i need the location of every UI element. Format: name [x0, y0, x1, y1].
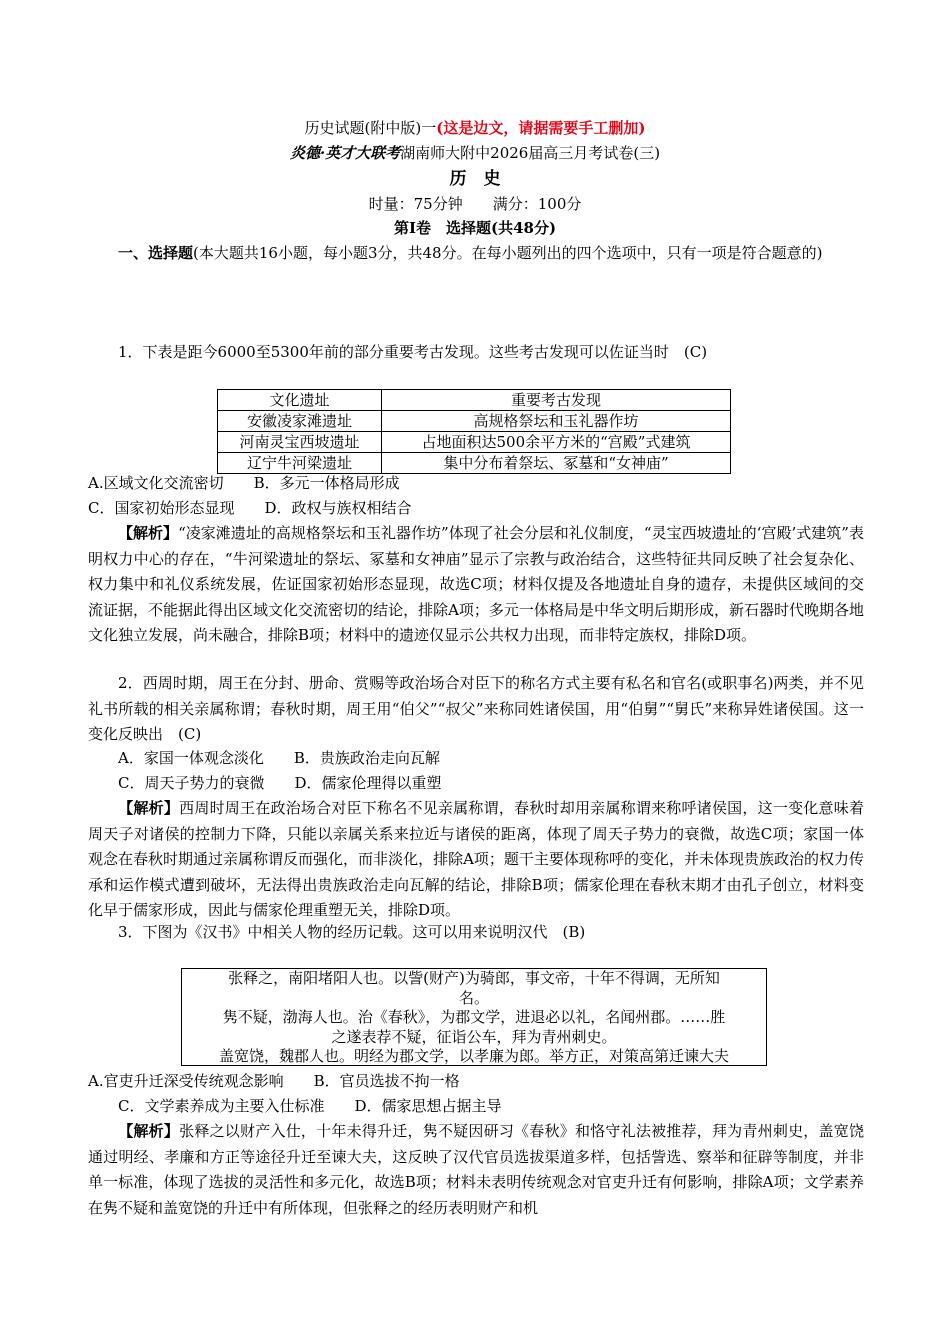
q1-table	[217, 389, 731, 474]
table-cell: 安徽凌家滩遗址	[218, 411, 382, 432]
table-cell: 辽宁牛河梁遗址	[218, 453, 382, 474]
analysis-label: 【解析】	[118, 1122, 180, 1140]
header-title: 历史试题(附中版)一	[304, 119, 437, 137]
brand-name: 炎德·英才大联考	[289, 144, 401, 162]
table-cell: 集中分布着祭坛、冢墓和“女神庙”	[382, 453, 731, 474]
source-line: 之遂表荐不疑，征诣公车，拜为青州刺史。	[331, 1027, 617, 1046]
exam-name: 湖南师大附中2026届高三月考试卷(三)	[400, 144, 661, 162]
source-line: 隽不疑，渤海人也。治《春秋》，为郡文学，进退必以礼，名闻州郡。……胜	[222, 1008, 726, 1026]
section-desc: (本大题共16小题，每小题3分，共48分。在每小题列出的四个选项中，只有一项是符合题意的)	[193, 244, 823, 262]
section-title: 一、选择题	[118, 244, 194, 262]
header-line-1	[0, 118, 950, 138]
table-cell: 占地面积达500余平方米的“宫殿”式建筑	[382, 432, 731, 453]
q2-options-2: C．周天子势力的衰微 D．儒家伦理得以重塑	[118, 774, 442, 792]
subject-title: 历 史	[449, 169, 501, 189]
table-header-cell: 重要考古发现	[382, 390, 731, 411]
margin-note: (这是边文，请据需要手工删加)	[436, 119, 646, 137]
q3-options-2: C．文学素养成为主要入仕标准 D．儒家思想占据主导	[118, 1097, 502, 1115]
source-line: 盖宽饶，魏郡人也。明经为郡文学，以孝廉为郎。举方正，对策高第迁谏大夫	[218, 1047, 729, 1065]
q3-analysis	[88, 1119, 864, 1221]
q3-source-box	[181, 968, 767, 1066]
analysis-text: 张释之以财产入仕，十年未得升迁，隽不疑因研习《春秋》和恪守礼法被推荐，拜为青州刺史，盖宽饶通过明经、孝廉和方正等途径升迁至谏大夫，这反映了汉代官员选拔渠道多样，包括訾选、察举和征辟等制度，并非单一标准，体现了选拔的灵活性和多元化，故选B项；材料未表明传统观念对官吏升迁有何影响，排除A项；文学素养在隽不疑和盖宽饶的升迁中有所体现，但张释之的经历表明财产和机	[88, 1122, 864, 1217]
table-row	[218, 411, 731, 432]
table-cell: 高规格祭坛和玉礼器作坊	[382, 411, 731, 432]
q1-options-1: A.区域文化交流密切 B．多元一体格局形成	[88, 474, 400, 492]
table-cell: 河南灵宝西坡遗址	[218, 432, 382, 453]
q1-options-2: C．国家初始形态显现 D．政权与族权相结合	[88, 499, 412, 517]
q3-options-1: A.官吏升迁深受传统观念影响 B．官员选拔不拘一格	[88, 1072, 460, 1090]
q2-stem	[88, 671, 864, 748]
q2-options-1: A．家国一体观念淡化 B．贵族政治走向瓦解	[118, 749, 440, 767]
q2-analysis	[88, 796, 864, 924]
table-row	[218, 453, 731, 474]
table-header-row	[218, 390, 731, 411]
section-heading	[88, 241, 864, 267]
source-line: 张释之，南阳堵阳人也。以訾(财产)为骑郎，事文帝，十年不得调，无所知	[228, 969, 720, 987]
table-header-cell: 文化遗址	[218, 390, 382, 411]
part-title: 第Ⅰ卷 选择题(共48分)	[393, 219, 557, 237]
q2-stem-text: 2．西周时期，周王在分封、册命、赏赐等政治场合对臣下的称名方式主要有私名和官名(或职事名)两类，并不见礼书所载的相关亲属称谓；春秋时期，周王用“伯父”“叔父”来称同姓诸侯国，用“伯舅”“舅氏”来称异姓诸侯国。这一变化反映出 (C)	[88, 674, 864, 743]
q1-stem: 1．下表是距今6000至5300年前的部分重要考古发现。这些考古发现可以佐证当时 (C)	[118, 343, 708, 361]
header-line-2	[0, 143, 950, 163]
analysis-label: 【解析】	[118, 524, 179, 542]
analysis-text: “凌家滩遗址的高规格祭坛和玉礼器作坊”体现了社会分层和礼仪制度，“灵宝西坡遗址的‘宫殿’式建筑”表明权力中心的存在，“牛河梁遗址的祭坛、冢墓和女神庙”显示了宗教与政治结合，这些特征共同反映了社会复杂化、权力集中和礼仪系统发展，佐证国家初始形态显现，故选C项；材料仅提及各地遗址自身的遗存，未提供区域间的交流证据，不能据此得出区域文化交流密切的结论，排除A项；多元一体格局是中华文明后期形成，新石器时代晚期各地文化独立发展，尚未融合，排除B项；材料中的遗迹仅显示公共权力出现，而非特定族权，排除D项。	[88, 524, 864, 644]
time-info: 时量：75分钟 满分：100分	[368, 195, 582, 213]
source-line: 名。	[458, 988, 489, 1007]
analysis-label: 【解析】	[118, 799, 180, 817]
q3-stem: 3．下图为《汉书》中相关人物的经历记载。这可以用来说明汉代 (B)	[118, 923, 586, 941]
analysis-text: 西周时周王在政治场合对臣下称名不见亲属称谓，春秋时却用亲属称谓来称呼诸侯国，这一变化意味着周天子对诸侯的控制力下降，只能以亲属关系来拉近与诸侯的距离，体现了周天子势力的衰微，故选C项；家国一体观念在春秋时期通过亲属称谓反而强化，而非淡化，排除A项；题干主要体现称呼的变化，并未体现贵族政治的权力传承和运作模式遭到破坏，无法得出贵族政治走向瓦解的结论，排除B项；儒家伦理在春秋末期才由孔子创立，材料变化早于儒家形成，因此与儒家伦理重塑无关，排除D项。	[88, 799, 864, 919]
q1-analysis	[88, 521, 864, 649]
table-row	[218, 432, 731, 453]
